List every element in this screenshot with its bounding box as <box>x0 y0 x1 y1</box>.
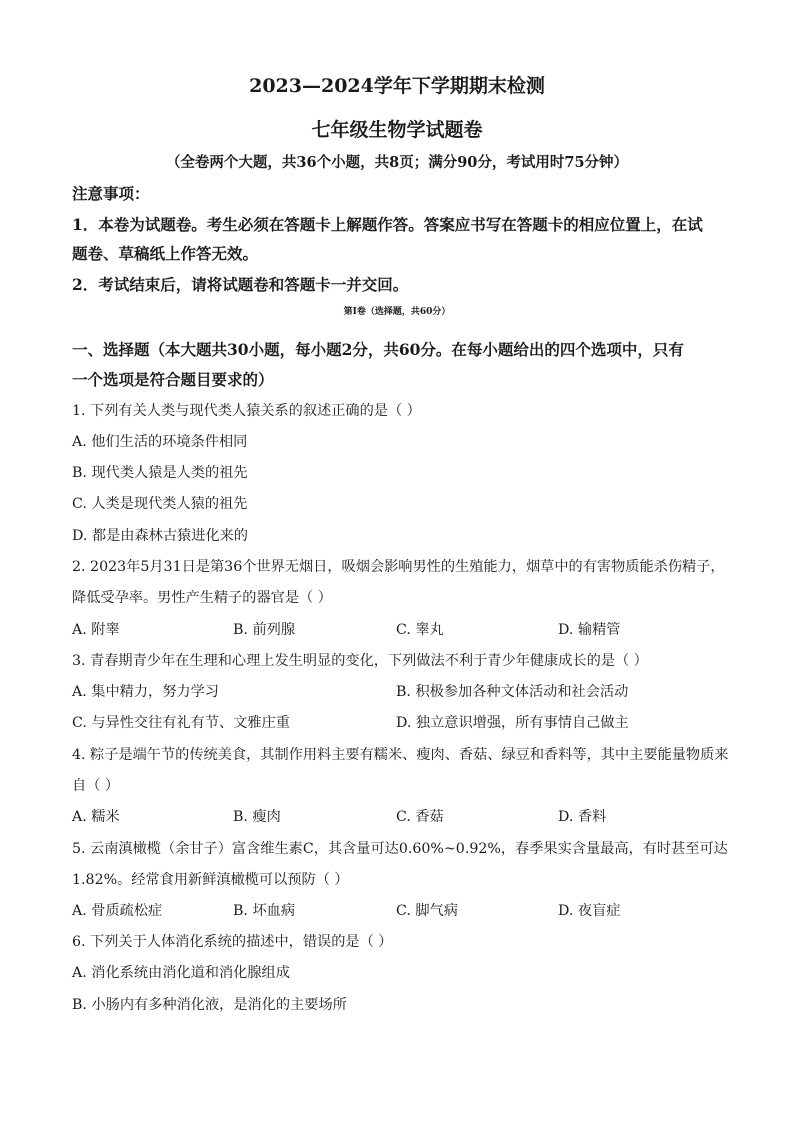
notice-item-1-line-1: 1．本卷为试题卷。考生必须在答题卡上解题作答。答案应书写在答题卡的相应位置上，在试 <box>72 215 703 234</box>
question-2-option-d: D. 输精管 <box>558 622 621 638</box>
exam-title-subject: 七年级生物学试题卷 <box>311 119 483 141</box>
question-4-option-c: C. 香菇 <box>396 809 444 825</box>
section-1-line-2: 一个选项是符合题目要求的） <box>72 370 274 389</box>
question-4-stem-line-2: 自（ ） <box>72 778 120 794</box>
notice-heading: 注意事项： <box>72 184 150 203</box>
question-4-stem-line-1: 4. 粽子是端午节的传统美食，其制作用料主要有糯米、瘦肉、香菇、绿豆和香料等，其中主要能量物质来 <box>72 747 729 763</box>
notice-item-1-line-2: 题卷、草稿纸上作答无效。 <box>72 244 259 263</box>
question-2-option-b: B. 前列腺 <box>233 622 296 638</box>
question-4-option-b: B. 瘦肉 <box>233 809 281 825</box>
question-3-stem: 3. 青春期青少年在生理和心理上发生明显的变化，下列做法不利于青少年健康成长的是（ ） <box>72 653 648 669</box>
question-1-option-b: B. 现代类人猿是人类的祖先 <box>72 465 248 481</box>
question-6-option-b: B. 小肠内有多种消化液，是消化的主要场所 <box>72 997 347 1013</box>
question-4-option-a: A. 糯米 <box>72 809 120 825</box>
notice-item-2: 2．考试结束后，请将试题卷和答题卡一并交回。 <box>72 275 409 294</box>
question-2-option-c: C. 睾丸 <box>396 622 444 638</box>
question-2-stem-line-1: 2. 2023年5月31日是第36个世界无烟日，吸烟会影响男性的生殖能力，烟草中的有害物质能杀伤精子， <box>72 559 725 575</box>
exam-info: （全卷两个大题，共36个小题，共8页；满分90分，考试用时75分钟） <box>165 154 629 171</box>
question-3-option-c: C. 与异性交往有礼有节、文雅庄重 <box>72 715 290 731</box>
question-5-option-c: C. 脚气病 <box>396 903 458 919</box>
question-2-stem-line-2: 降低受孕率。男性产生精子的器官是（ ） <box>72 590 332 606</box>
question-1-option-d: D. 都是由森林古猿进化来的 <box>72 528 248 544</box>
question-1-option-c: C. 人类是现代类人猿的祖先 <box>72 496 248 512</box>
section-1-line-1: 一、选择题（本大题共30小题，每小题2分，共60分。在每小题给出的四个选项中，只有 <box>72 340 684 359</box>
question-6-stem: 6. 下列关于人体消化系统的描述中，错误的是（ ） <box>72 934 393 950</box>
question-5-stem-line-1: 5. 云南滇橄榄（余甘子）富含维生素C，其含量可达0.60%~0.92%，春季果实含量最高，有时甚至可达 <box>72 841 728 857</box>
question-4-option-d: D. 香料 <box>558 809 607 825</box>
question-5-option-a: A. 骨质疏松症 <box>72 903 163 919</box>
question-5-stem-line-2: 1.82%。经常食用新鲜滇橄榄可以预防（ ） <box>72 872 349 888</box>
question-3-option-b: B. 积极参加各种文体活动和社会活动 <box>396 684 629 700</box>
question-3-option-d: D. 独立意识增强，所有事情自己做主 <box>396 715 629 731</box>
question-6-option-a: A. 消化系统由消化道和消化腺组成 <box>72 965 290 981</box>
exam-title-year: 2023—2024学年下学期期末检测 <box>249 75 545 97</box>
part-1-heading: 第Ⅰ卷（选择题，共60分） <box>343 307 451 317</box>
question-1-stem: 1. 下列有关人类与现代类人猿关系的叙述正确的是（ ） <box>72 403 421 419</box>
question-1-option-a: A. 他们生活的环境条件相同 <box>72 434 248 450</box>
question-5-option-d: D. 夜盲症 <box>558 903 621 919</box>
question-2-option-a: A. 附睾 <box>72 622 120 638</box>
question-5-option-b: B. 坏血病 <box>233 903 296 919</box>
question-3-option-a: A. 集中精力，努力学习 <box>72 684 219 700</box>
